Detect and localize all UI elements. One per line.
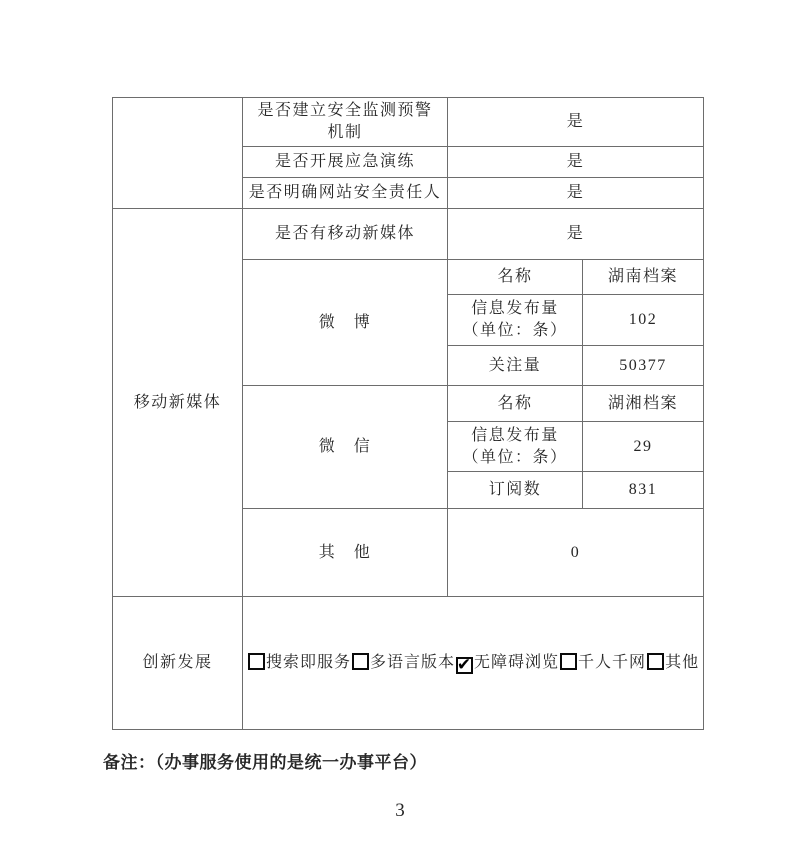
checkbox-label: 千人千网 bbox=[578, 654, 647, 671]
cell-weibo-name-value: 湖南档案 bbox=[583, 260, 704, 295]
checkbox-label: 无障碍浏览 bbox=[474, 654, 560, 671]
cell-weibo-label: 微 博 bbox=[243, 260, 448, 386]
cell-answer-has-mobile-media: 是 bbox=[448, 209, 704, 260]
cell-wechat-subscribers-value: 831 bbox=[583, 472, 704, 509]
checkbox-icon[interactable] bbox=[560, 653, 577, 670]
label-line: 信息发布量 bbox=[471, 300, 559, 317]
cell-weibo-followers-value: 50377 bbox=[583, 346, 704, 386]
cell-wechat-subscribers-label: 订阅数 bbox=[448, 472, 583, 509]
label-line: （单位：条） bbox=[462, 322, 568, 339]
cell-weibo-posts-label bbox=[448, 295, 583, 346]
checkbox-option-other[interactable] bbox=[646, 654, 699, 671]
cell-weibo-followers-label: 关注量 bbox=[448, 346, 583, 386]
question-line: 机制 bbox=[327, 124, 363, 141]
report-table bbox=[112, 97, 704, 730]
question-line: 是否建立安全监测预警 bbox=[257, 102, 433, 119]
cell-answer-security-monitoring: 是 bbox=[448, 98, 704, 147]
checkbox-option-accessibility[interactable] bbox=[455, 654, 560, 675]
checkbox-option-search-service[interactable] bbox=[247, 654, 351, 671]
cell-section-blank bbox=[113, 98, 243, 209]
checkbox-icon[interactable] bbox=[647, 653, 664, 670]
cell-wechat-posts-value: 29 bbox=[583, 422, 704, 472]
cell-answer-security-officer: 是 bbox=[448, 178, 704, 209]
cell-question-security-officer: 是否明确网站安全责任人 bbox=[243, 178, 448, 209]
cell-wechat-posts-label bbox=[448, 422, 583, 472]
cell-other-media-label: 其 他 bbox=[243, 509, 448, 597]
cell-weibo-name-label: 名称 bbox=[448, 260, 583, 295]
checkbox-option-personalized[interactable] bbox=[559, 654, 646, 671]
checkbox-row bbox=[247, 652, 699, 674]
label-line: 信息发布量 bbox=[471, 426, 559, 444]
checkbox-label: 搜索即服务 bbox=[266, 654, 352, 671]
cell-wechat-name-label: 名称 bbox=[448, 386, 583, 422]
label-line: （单位：条） bbox=[462, 448, 568, 466]
checkbox-icon[interactable] bbox=[352, 653, 369, 670]
cell-weibo-posts-value: 102 bbox=[583, 295, 704, 346]
checkbox-option-multilingual[interactable] bbox=[351, 654, 455, 671]
cell-answer-emergency-drill: 是 bbox=[448, 147, 704, 178]
checkbox-icon[interactable] bbox=[248, 653, 265, 670]
remark-text: 备注：（办事服务使用的是统一办事平台） bbox=[103, 753, 427, 772]
cell-question-has-mobile-media: 是否有移动新媒体 bbox=[243, 209, 448, 260]
page-number: 3 bbox=[395, 800, 405, 821]
cell-wechat-label: 微 信 bbox=[243, 386, 448, 509]
cell-section-mobile-media: 移动新媒体 bbox=[113, 209, 243, 597]
cell-section-innovation: 创新发展 bbox=[113, 597, 243, 730]
cell-question-security-monitoring bbox=[243, 98, 448, 147]
cell-wechat-name-value: 湖湘档案 bbox=[583, 386, 704, 422]
checkbox-label: 其他 bbox=[665, 654, 700, 671]
checkbox-checked-icon[interactable]: ✔ bbox=[456, 655, 473, 675]
cell-innovation-options bbox=[243, 597, 704, 730]
cell-other-media-value: 0 bbox=[448, 509, 704, 597]
checkbox-label: 多语言版本 bbox=[370, 654, 456, 671]
cell-question-emergency-drill: 是否开展应急演练 bbox=[243, 147, 448, 178]
